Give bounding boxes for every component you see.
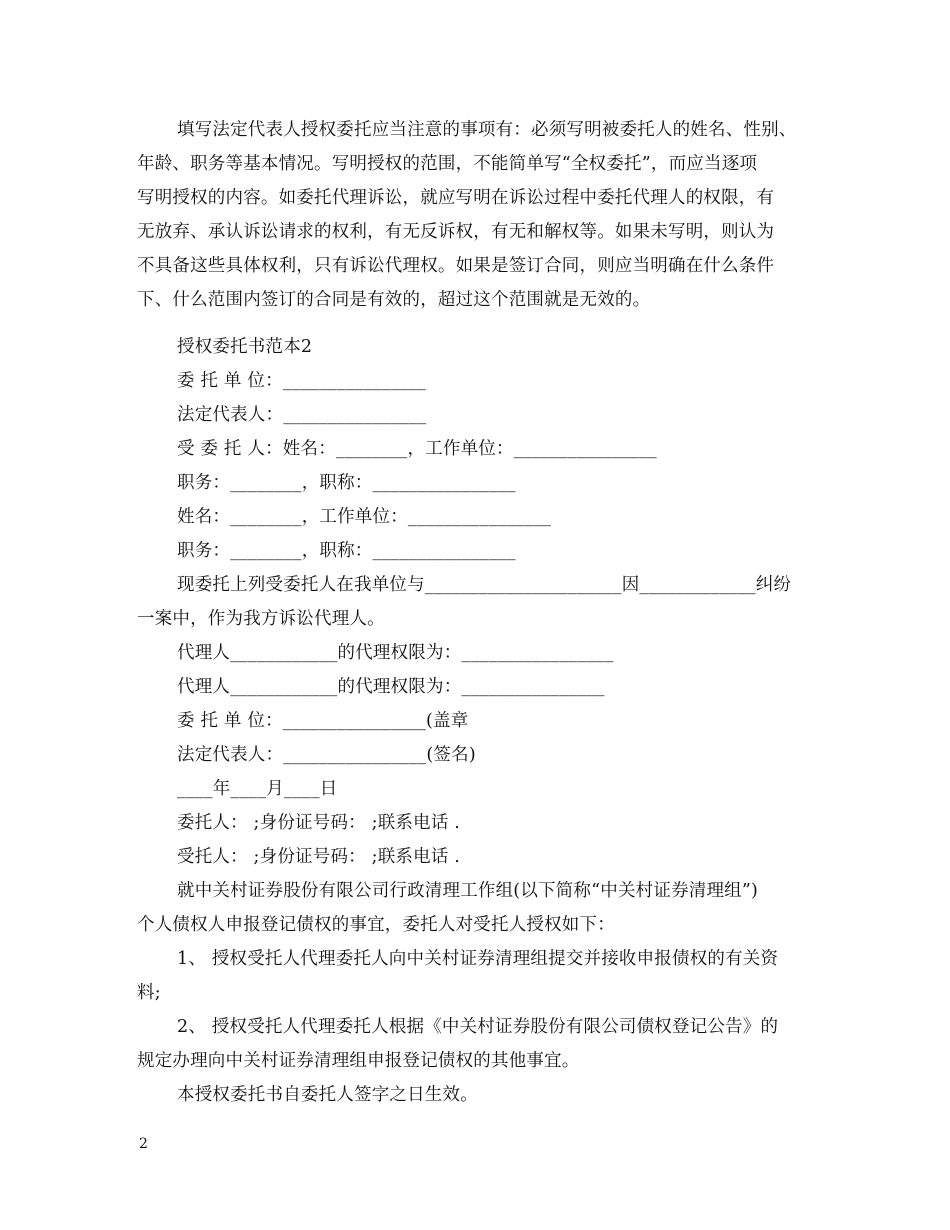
form-line: 受 委 托 人：姓名：________，工作单位：________________ [177, 439, 657, 459]
form-line: 职务：________，职称：________________ [177, 473, 516, 493]
paragraph-line: 个人债权人申报登记债权的事宜，委托人对受托人授权如下： [137, 915, 615, 935]
form-line: 法定代表人：________________(签名) [177, 745, 476, 765]
paragraph-line: 就中关村证券股份有限公司行政清理工作组(以下简称“中关村证券清理组”) [177, 881, 759, 901]
form-line: 代理人____________的代理权限为：________________ [177, 677, 605, 697]
form-line: 委 托 单 位：________________ [177, 371, 426, 391]
paragraph-line: 下、什么范围内签订的合同是有效的，超过这个范围就是无效的。 [137, 290, 651, 310]
paragraph-line: 现委托上列受委托人在我单位与______________________因_____________纠纷 [177, 575, 792, 595]
date-line: ____年____月____日 [177, 779, 338, 799]
paragraph-line: 写明授权的内容。如委托代理诉讼，就应写明在诉讼过程中委托代理人的权限，有 [137, 188, 775, 208]
form-line: 委 托 单 位：________________(盖章 [177, 711, 469, 731]
form-line: 法定代表人：________________ [177, 405, 427, 425]
form-line: 委托人： ;身份证号码： ;联系电话 . [177, 813, 461, 833]
paragraph-line: 填写法定代表人授权委托应当注意的事项有：必须写明被委托人的姓名、性别、 [177, 120, 797, 140]
paragraph-line: 规定办理向中关村证券清理组申报登记债权的其他事宜。 [137, 1051, 580, 1071]
paragraph-line: 本授权委托书自委托人签字之日生效。 [177, 1085, 478, 1105]
form-line: 姓名：________，工作单位：________________ [177, 507, 552, 527]
form-line: 代理人____________的代理权限为：_________________ [177, 643, 614, 663]
list-item: 1、 授权受托人代理委托人向中关村证券清理组提交并接收申报债权的有关资 [177, 949, 779, 969]
section-heading: 授权委托书范本2 [177, 337, 313, 357]
form-line: 职务：________，职称：________________ [177, 541, 516, 561]
paragraph-line: 料; [137, 983, 161, 1003]
page-number: 2 [139, 1136, 148, 1152]
paragraph-line: 无放弃、承认诉讼请求的权利，有无反诉权，有无和解权等。如果未写明，则认为 [137, 222, 775, 242]
paragraph-line: 一案中，作为我方诉讼代理人。 [137, 609, 385, 629]
form-line: 受托人： ;身份证号码： ;联系电话 . [177, 847, 461, 867]
paragraph-line: 不具备这些具体权利，只有诉讼代理权。如果是签订合同，则应当明确在什么条件 [137, 256, 775, 276]
paragraph-line: 年龄、职务等基本情况。写明授权的范围，不能简单写“全权委托”，而应当逐项 [137, 154, 758, 174]
list-item: 2、 授权受托人代理委托人根据《中关村证券股份有限公司债权登记公告》的 [177, 1017, 779, 1037]
